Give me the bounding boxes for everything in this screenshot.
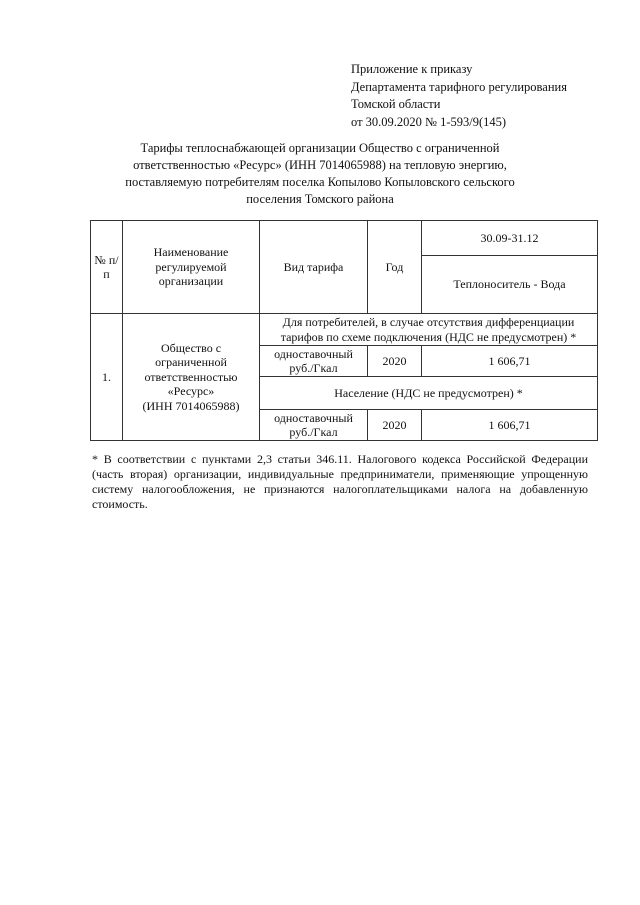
- org-line: (ИНН 7014065988): [142, 398, 240, 413]
- annex-header: [351, 61, 567, 131]
- org-line: ответственностью: [144, 369, 238, 384]
- title-line: поселения Томского района: [246, 192, 394, 206]
- annex-line: Департамента тарифного регулирования: [351, 79, 567, 94]
- section-label-population: Население (НДС не предусмотрен) *: [260, 377, 598, 410]
- header-period: 30.09-31.12: [422, 221, 598, 256]
- title-line: поставляемую потребителям поселка Копылово Копыловского сельского: [125, 175, 515, 189]
- tariff-value-cell: 1 606,71: [422, 410, 598, 441]
- document-title: [90, 140, 550, 208]
- header-number: № п/п: [91, 221, 123, 314]
- tariff-type-line: одноставочный: [274, 346, 353, 361]
- table-row: [91, 314, 598, 346]
- annex-line: Томской области: [351, 97, 441, 111]
- tariff-value-cell: 1 606,71: [422, 346, 598, 377]
- annex-line: Приложение к приказу: [351, 62, 473, 76]
- tariff-unit-line: руб./Гкал: [289, 425, 338, 439]
- tariff-type-cell: [260, 346, 368, 377]
- tariff-type-line: одноставочный: [274, 410, 353, 425]
- header-year: Год: [368, 221, 422, 314]
- title-line: Тарифы теплоснабжающей организации Общество с ограниченной: [140, 141, 500, 155]
- header-organization: Наименование регулируемой организации: [123, 221, 260, 314]
- section-label-consumers: Для потребителей, в случае отсутствия дифференциации тарифов по схеме подключения (НДС не предусмотрен) *: [260, 314, 598, 346]
- organization-cell: [123, 314, 260, 441]
- header-heat-carrier: Теплоноситель - Вода: [422, 256, 598, 314]
- tariff-type-cell: [260, 410, 368, 441]
- header-tariff-type: Вид тарифа: [260, 221, 368, 314]
- header-row: [91, 221, 598, 256]
- row-number: 1.: [91, 314, 123, 441]
- year-cell: 2020: [368, 346, 422, 377]
- title-line: ответственностью «Ресурс» (ИНН 7014065988) на тепловую энергию,: [133, 158, 507, 172]
- tariff-table: [90, 220, 598, 441]
- annex-line: от 30.09.2020 № 1-593/9(145): [351, 114, 507, 129]
- year-cell: 2020: [368, 410, 422, 441]
- tariff-unit-line: руб./Гкал: [289, 361, 338, 375]
- org-line: Общество с: [160, 340, 222, 355]
- footnote: * В соответствии с пунктами 2,3 статьи 346.11. Налогового кодекса Российской Федерации (часть вторая) организации, индивидуальные предприниматели, применяющие упрощенную систему налогообложения, не признаются налогоплательщиками налога на добавленную стоимость.: [92, 452, 588, 511]
- org-line: ограниченной: [155, 355, 227, 370]
- org-line: «Ресурс»: [167, 384, 215, 399]
